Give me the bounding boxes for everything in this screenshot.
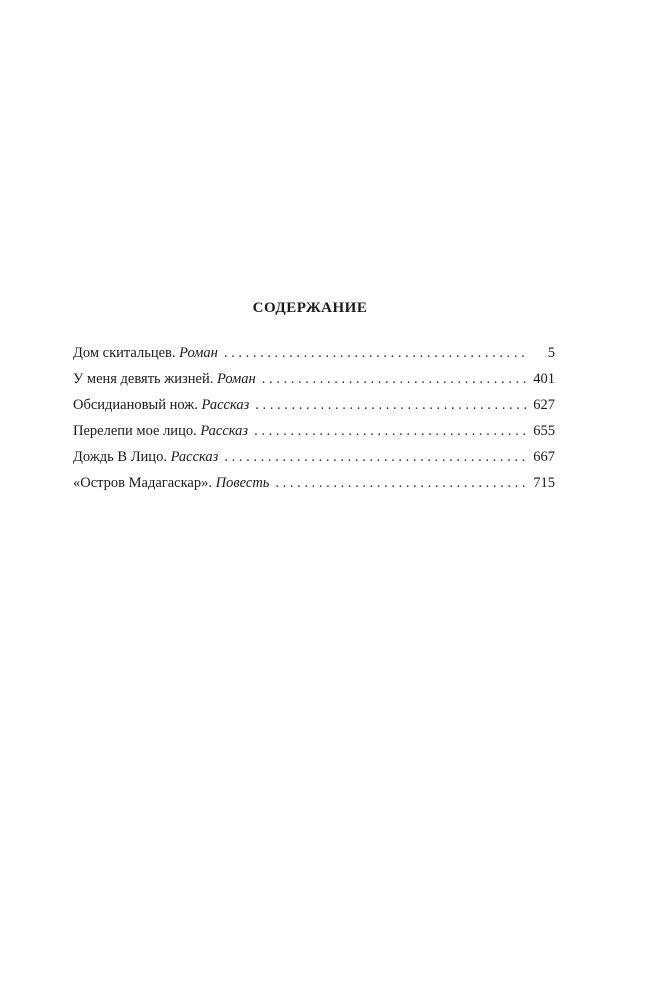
toc-entry-genre: Рассказ (201, 397, 250, 413)
dot-leader (275, 470, 527, 496)
toc-entry-label (73, 392, 249, 418)
toc-entry-label (73, 418, 248, 444)
toc-entry-2 (73, 366, 555, 392)
dot-leader (254, 418, 527, 444)
toc-entry-genre: Роман (179, 345, 218, 361)
toc-entry-page: 401 (533, 371, 555, 387)
toc-heading: СОДЕРЖАНИЕ (252, 300, 368, 316)
dot-leader (224, 340, 527, 366)
toc-entry-4 (73, 418, 555, 444)
toc-entry-label (73, 470, 269, 496)
toc-list (73, 340, 555, 496)
toc-entry-label (73, 340, 218, 366)
toc-entry-title: У меня девять жизней. (73, 371, 214, 387)
toc-entry-label (73, 444, 218, 470)
dot-leader (255, 392, 527, 418)
toc-entry-genre: Рассказ (200, 423, 249, 439)
toc-entry-genre: Повесть (215, 475, 270, 491)
dot-leader (262, 366, 527, 392)
toc-entry-title: «Остров Мадагаскар». (73, 475, 212, 491)
toc-entry-page: 5 (547, 345, 555, 361)
toc-entry-label (73, 366, 256, 392)
toc-entry-title: Обсидиановый нож. (73, 397, 198, 413)
toc-entry-page: 655 (533, 423, 555, 439)
toc-entry-genre: Рассказ (170, 449, 219, 465)
toc-entry-5 (73, 444, 555, 470)
dot-leader (224, 444, 527, 470)
toc-entry-genre: Роман (216, 371, 256, 387)
toc-entry-3 (73, 392, 555, 418)
toc-entry-title: Дождь В Лицо. (73, 449, 167, 465)
toc-entry-page: 715 (533, 475, 555, 491)
toc-entry-title: Перелепи мое лицо. (73, 423, 197, 439)
toc-entry-page: 667 (533, 449, 555, 465)
toc-entry-6 (73, 470, 555, 496)
toc-entry-1 (73, 340, 555, 366)
toc-entry-title: Дом скитальцев. (73, 345, 176, 361)
toc-entry-page: 627 (533, 397, 555, 413)
